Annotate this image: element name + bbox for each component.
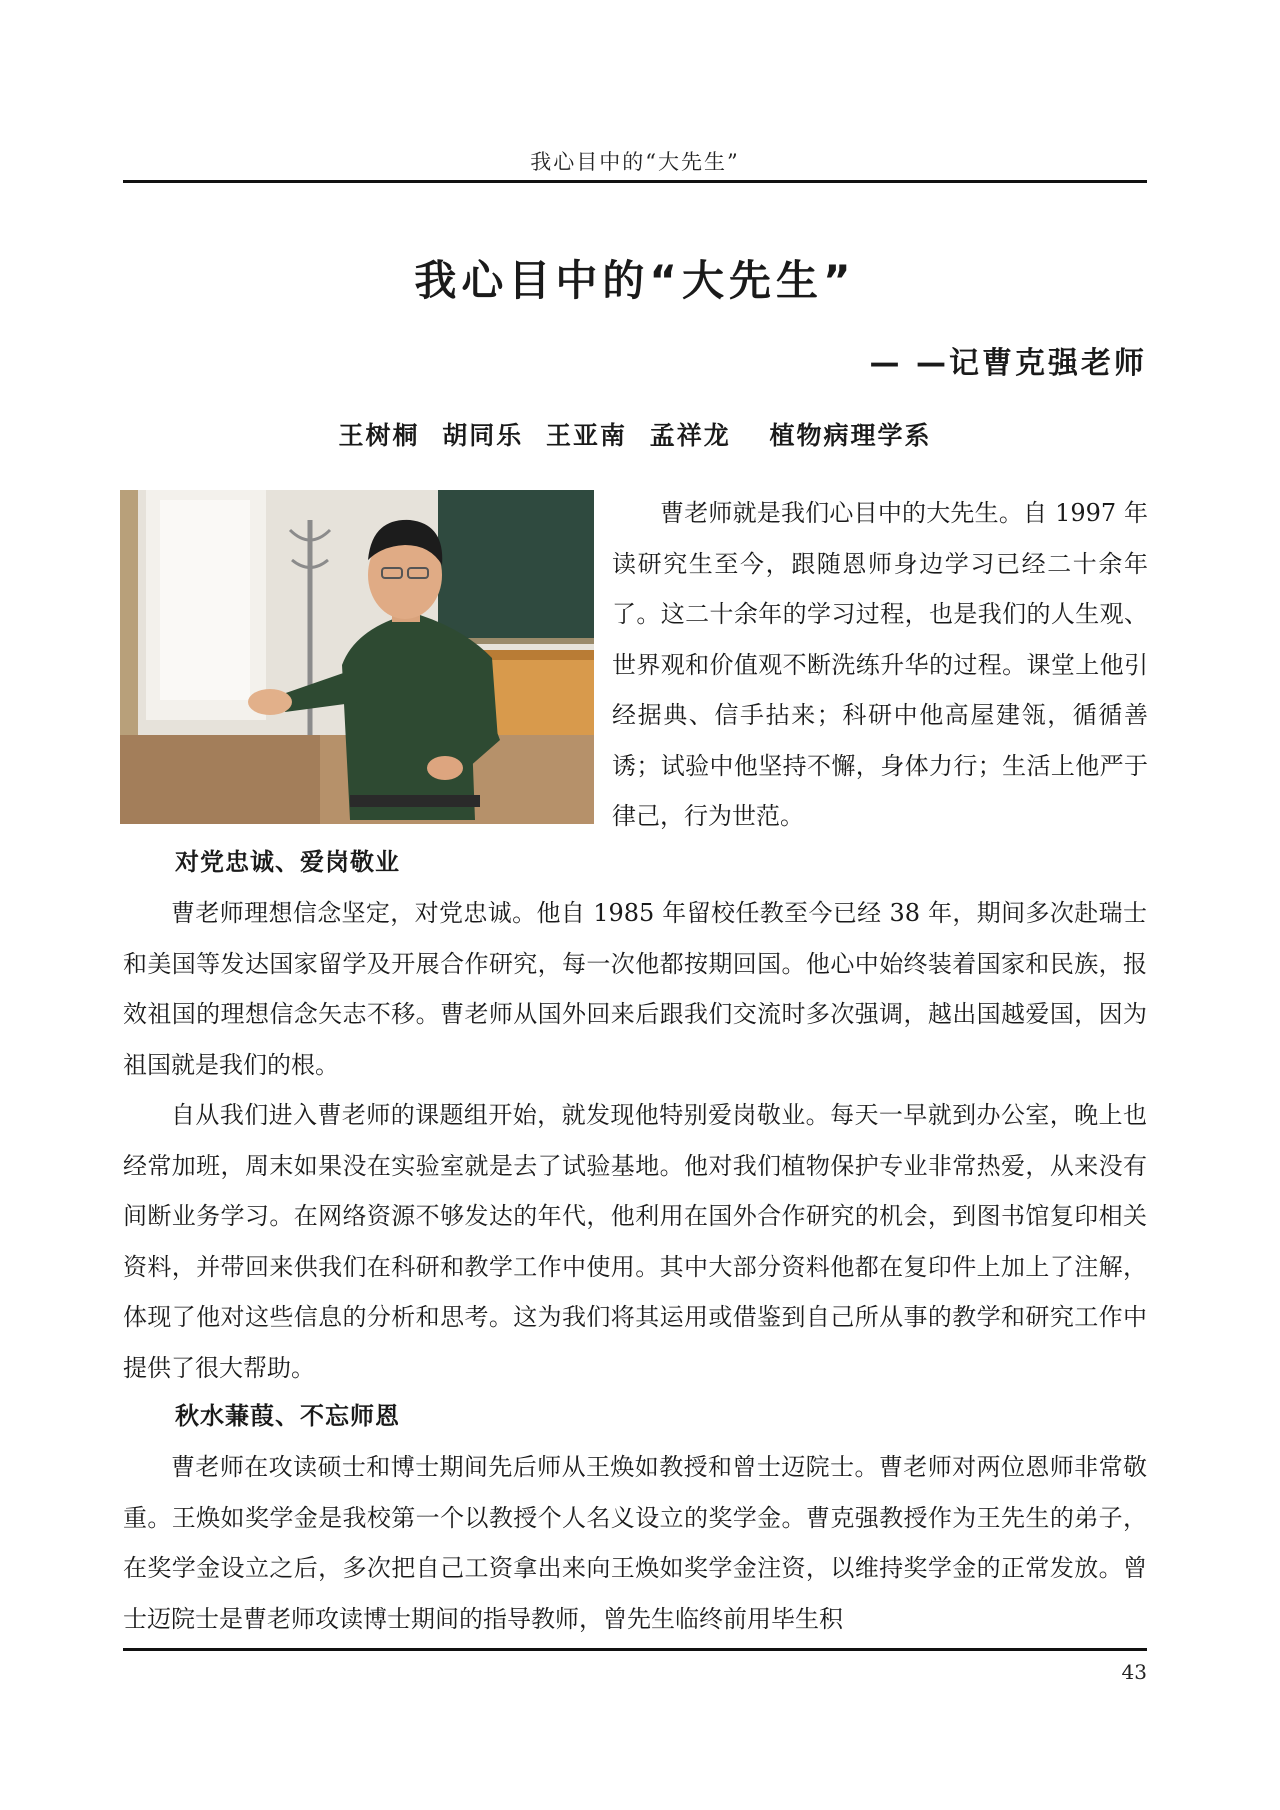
article-title: 我心目中的“大先生”	[414, 256, 856, 305]
section-2-paragraph-1: 曹老师在攻读硕士和博士期间先后师从王焕如教授和曾士迈院士。曹老师对两位恩师非常敬重。王焕如奖学金是我校第一个以教授个人名义设立的奖学金。曹克强教授作为王先生的弟子，在奖学金设立之后，多次把自己工资拿出来向王焕如奖学金注资，以维持奖学金的正常发放。曾士迈院士是曹老师攻读博士期间的指导教师，曾先生临终前用毕生积	[123, 1453, 1147, 1633]
author-4: 孟祥龙	[649, 421, 731, 450]
author-1: 王树桐	[338, 421, 420, 450]
footer-rule	[123, 1648, 1147, 1651]
section-1-paragraph-1: 曹老师理想信念坚定，对党忠诚。他自 1985 年留校任教至今已经 38 年，期间多次赴瑞士和美国等发达国家留学及开展合作研究，每一次他都按期回国。他心中始终装着国家和民族，报效祖国的理想信念矢志不移。曹老师从国外回来后跟我们交流时多次强调，越出国越爱国，因为祖国就是我们的根。	[123, 899, 1147, 1079]
intro-paragraph: 曹老师就是我们心目中的大先生。自 1997 年读研究生至今，跟随恩师身边学习已经二十余年了。这二十余年的学习过程，也是我们的人生观、世界观和价值观不断洗练升华的过程。课堂上他引经据典、信手拈来；科研中他高屋建瓴，循循善诱；试验中他坚持不懈，身体力行；生活上他严于律己，行为世范。	[612, 499, 1148, 830]
section-heading-1: 对党忠诚、爱岗敬业	[175, 848, 400, 876]
teacher-photo	[120, 490, 594, 824]
department: 植物病理学系	[769, 421, 932, 450]
header-rule	[123, 180, 1147, 183]
section-heading-2: 秋水蒹葭、不忘师恩	[175, 1402, 400, 1430]
article-subtitle: — —记曹克强老师	[869, 346, 1147, 381]
page-number: 43	[1121, 1660, 1147, 1684]
author-3: 王亚南	[545, 421, 627, 450]
running-header: 我心目中的“大先生”	[530, 150, 740, 174]
author-line	[123, 416, 1147, 452]
author-2: 胡同乐	[442, 421, 524, 450]
section-1-paragraph-2: 自从我们进入曹老师的课题组开始，就发现他特别爱岗敬业。每天一早就到办公室，晚上也经常加班，周末如果没在实验室就是去了试验基地。他对我们植物保护专业非常热爱，从来没有间断业务学习。在网络资源不够发达的年代，他利用在国外合作研究的机会，到图书馆复印相关资料，并带回来供我们在科研和教学工作中使用。其中大部分资料他都在复印件上加上了注解，体现了他对这些信息的分析和思考。这为我们将其运用或借鉴到自己所从事的教学和研究工作中提供了很大帮助。	[123, 1101, 1147, 1382]
